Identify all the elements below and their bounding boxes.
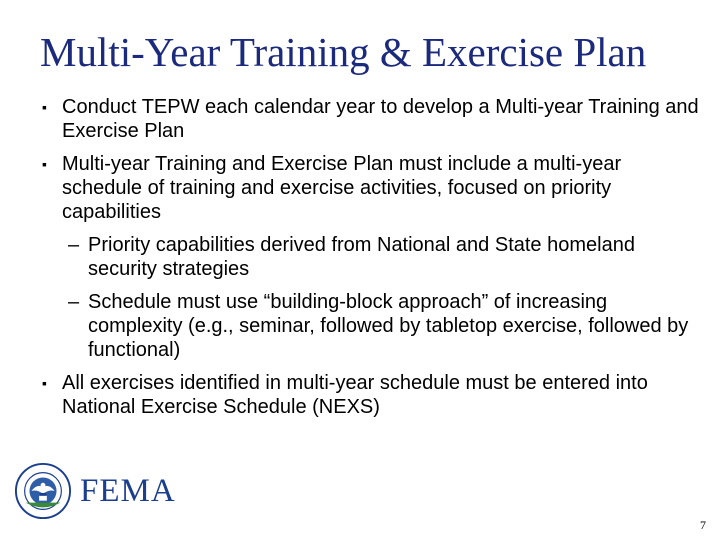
fema-logo	[14, 462, 176, 520]
slide-body	[42, 95, 702, 428]
slide-title: Multi-Year Training & Exercise Plan	[40, 29, 647, 75]
dash-bullet-icon: –	[68, 234, 80, 256]
square-bullet-icon: ▪	[42, 375, 47, 391]
dash-bullet-icon: –	[68, 291, 80, 313]
bullet-item	[42, 152, 702, 224]
sub-bullet-item	[42, 233, 702, 281]
dhs-seal-icon	[14, 462, 72, 520]
bullet-item	[42, 371, 702, 419]
page-number: 7	[700, 518, 706, 532]
fema-wordmark: FEMA	[80, 472, 176, 509]
sub-bullet-text: Schedule must use “building-block approach” of increasing complexity (e.g., seminar, followed by tabletop exercise, followed by functional)	[88, 291, 689, 361]
sub-bullet-text: Priority capabilities derived from National and State homeland security strategies	[88, 234, 635, 280]
square-bullet-icon: ▪	[42, 99, 47, 115]
bullet-text: All exercises identified in multi-year schedule must be entered into National Exercise Schedule (NEXS)	[62, 372, 648, 418]
bullet-text: Conduct TEPW each calendar year to develop a Multi-year Training and Exercise Plan	[62, 96, 699, 142]
bullet-item	[42, 95, 702, 143]
sub-bullet-item	[42, 290, 702, 362]
bullet-text: Multi-year Training and Exercise Plan must include a multi-year schedule of training and exercise activities, focused on priority capabilities	[62, 153, 622, 223]
square-bullet-icon: ▪	[42, 156, 47, 172]
